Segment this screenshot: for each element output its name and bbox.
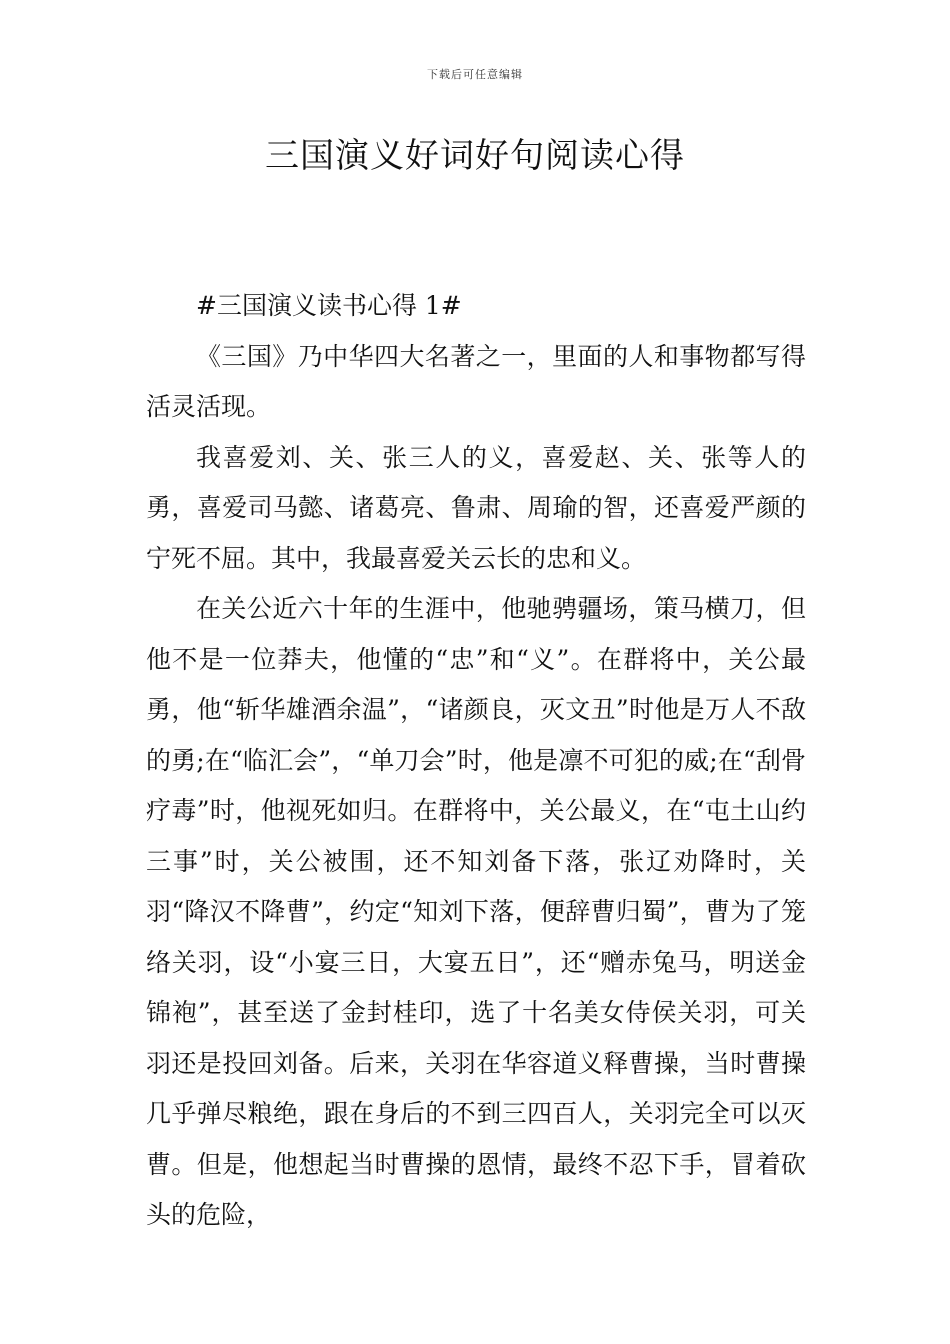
paragraph: 在关公近六十年的生涯中，他驰骋疆场，策马横刀，但他不是一位莽夫，他懂的“忠”和“义”。在群将中，关公最勇，他“斩华雄酒余温”，“诸颜良，灭文丑”时他是万人不敌的勇;在“临汇会”，“单刀会”时，他是凛不可犯的威;在“刮骨疗毒”时，他视死如归。在群将中，关公最义，在“屯土山约三事”时，关公被围，还不知刘备下落，张辽劝降时，关羽“降汉不降曹”，约定“知刘下落，便辞曹归蜀”，曹为了笼络关羽，设“小宴三日，大宴五日”，还“赠赤兔马，明送金锦袍”，甚至送了金封桂印，选了十名美女侍侯关羽，可关羽还是投回刘备。后来，关羽在华容道义释曹操，当时曹操几乎弹尽粮绝，跟在身后的不到三四百人，关羽完全可以灭曹。但是，他想起当时曹操的恩情，最终不忍下手，冒着砍头的危险， — [146, 594, 806, 1229]
paragraph: 我喜爱刘、关、张三人的义，喜爱赵、关、张等人的勇，喜爱司马懿、诸葛亮、鲁肃、周瑜的智，还喜爱严颜的宁死不屈。其中，我最喜爱关云长的忠和义。 — [146, 442, 806, 573]
section-heading: #三国演义读书心得 1# — [196, 291, 462, 320]
document-body — [146, 281, 806, 1241]
header-note: 下载后可任意编辑 — [427, 68, 523, 81]
paragraph: 《三国》乃中华四大名著之一，里面的人和事物都写得活灵活现。 — [146, 341, 806, 421]
document-title: 三国演义好词好句阅读心得 — [265, 136, 685, 176]
